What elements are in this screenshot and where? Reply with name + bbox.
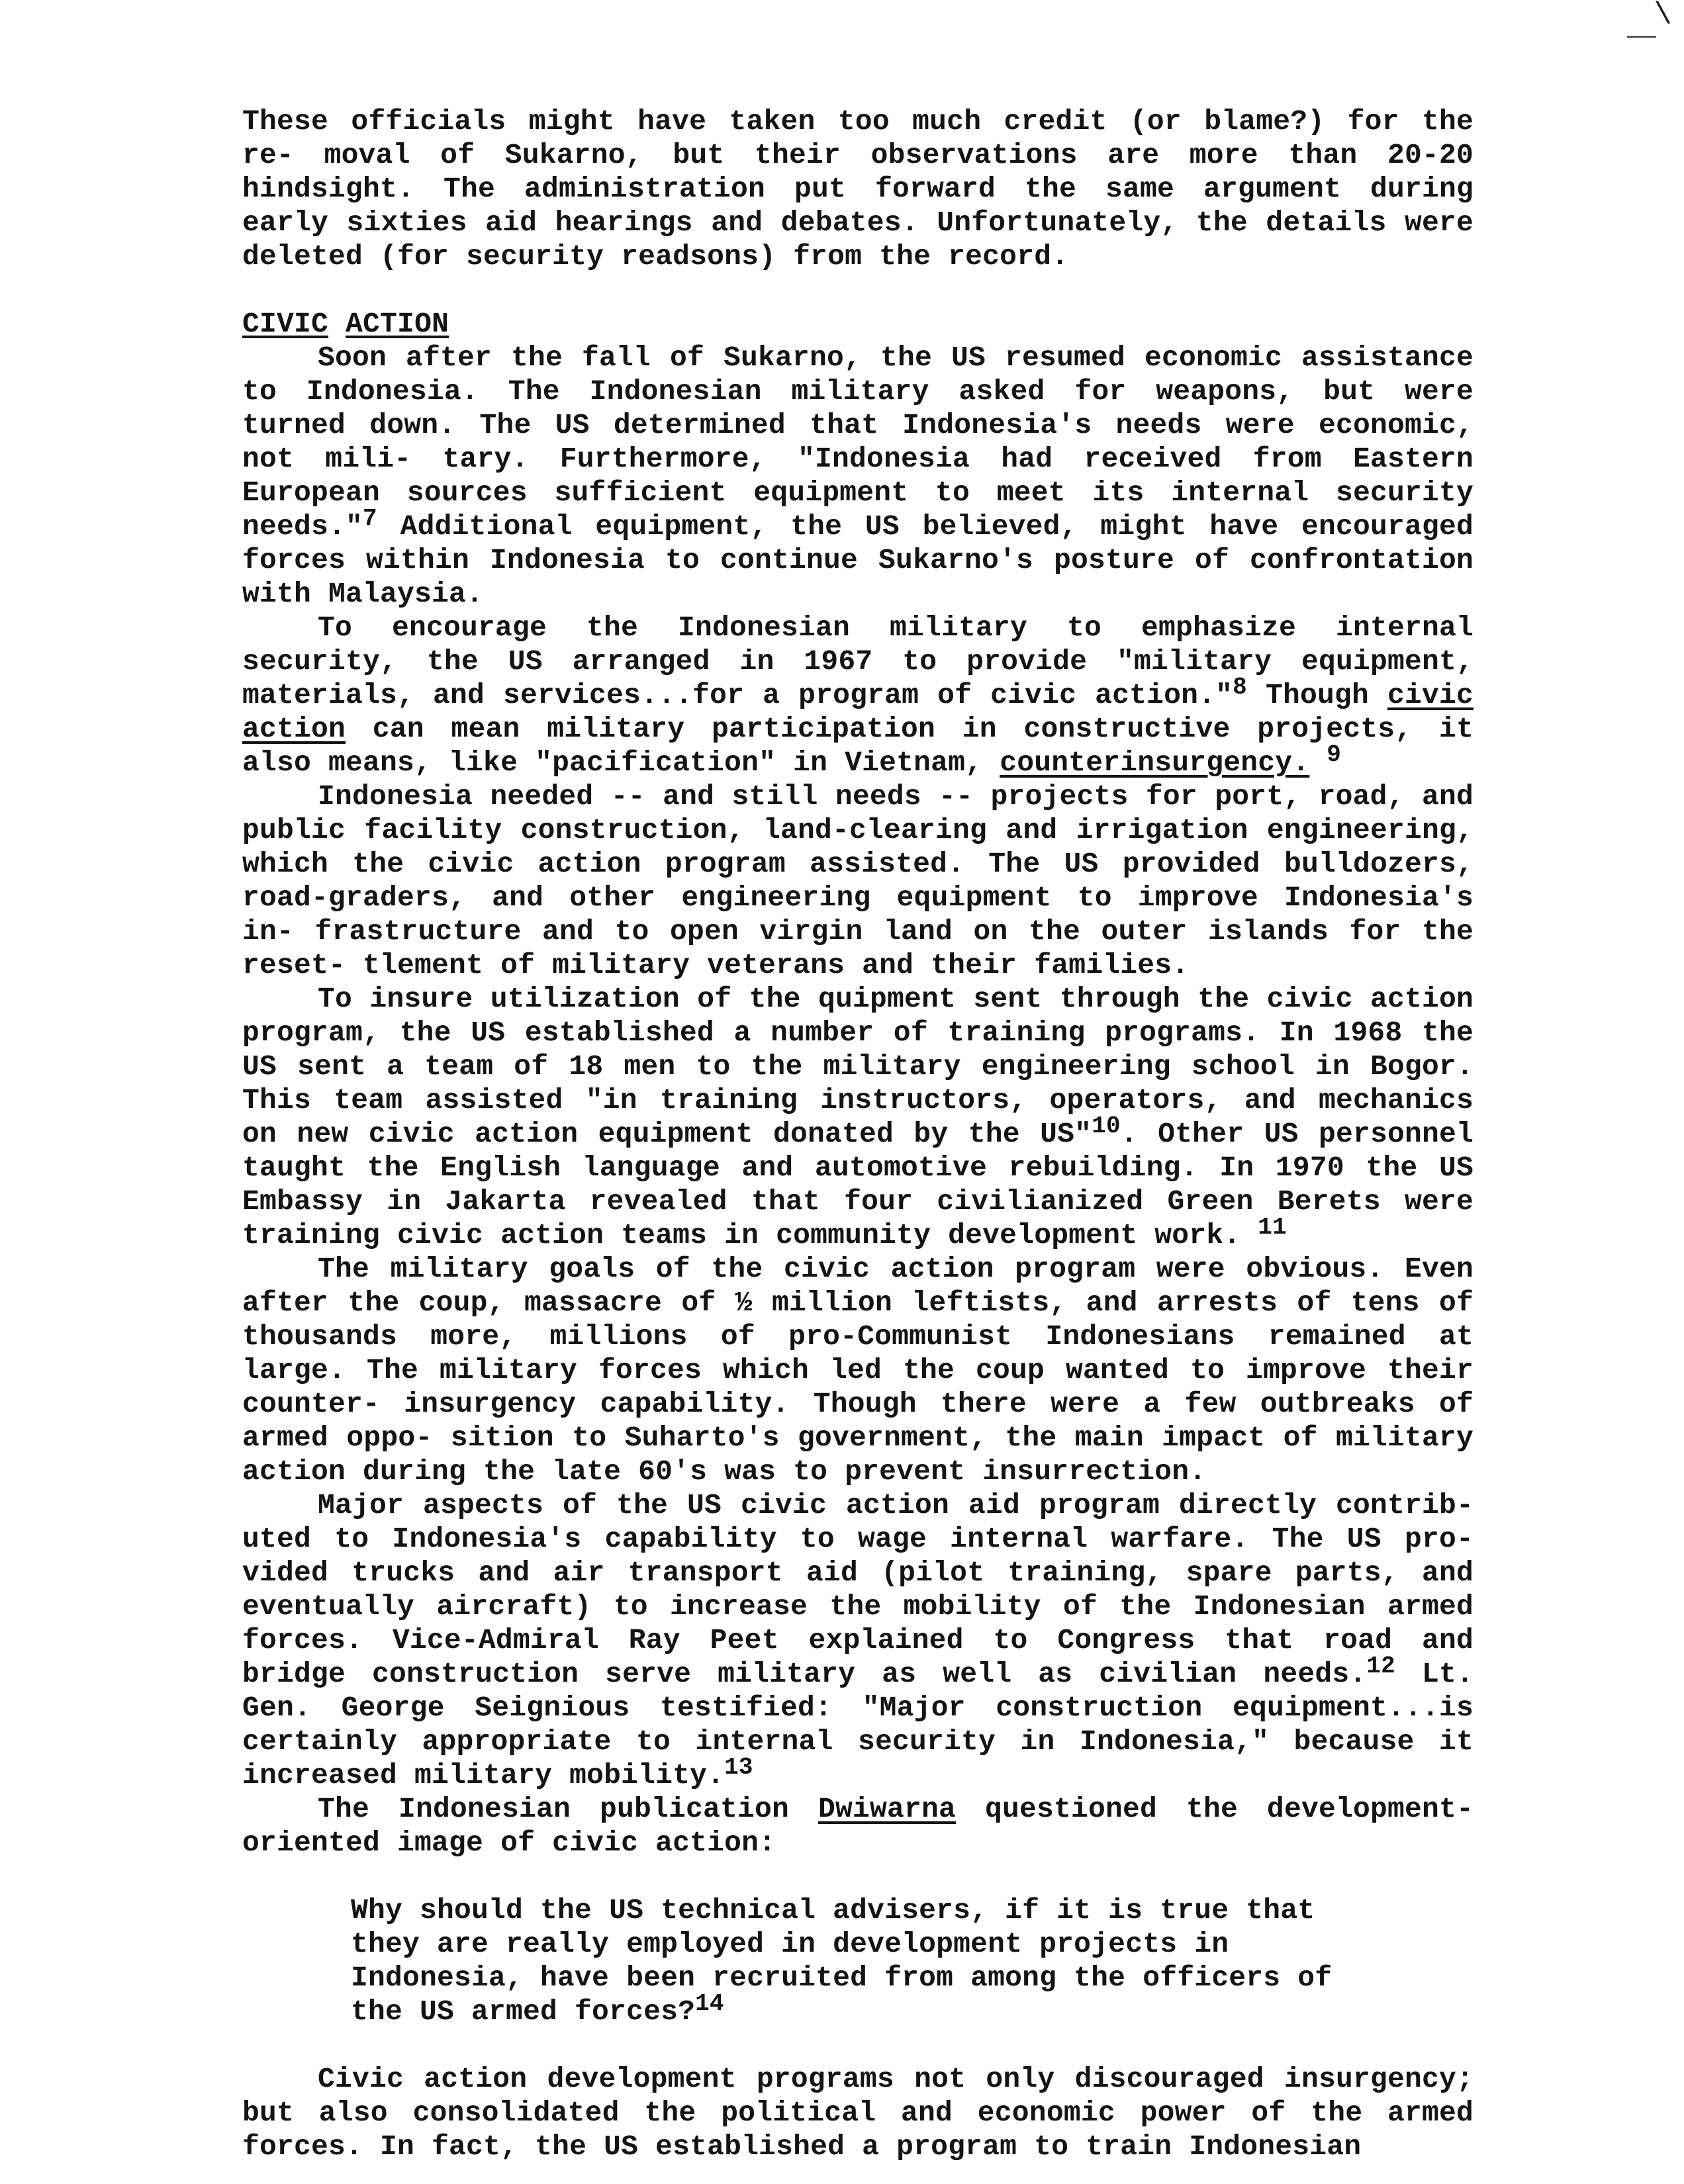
paragraph-6-text-a: Major aspects of the US civic action aid program directly contrib- uted to Indonesia's capability to wage internal warfare. The US pro- vided trucks and air transport aid (pilot training, spare parts, and eventually aircraft) to increase the mobility of the Indonesian armed forces. Vice-Admiral Ray Peet explained to Congress that road and bridge construction serve military as well as civilian needs. (242, 1489, 1474, 1690)
footnote-ref-8: 8 (1233, 674, 1247, 701)
footnote-ref-14: 14 (695, 1990, 724, 2017)
block-quote (351, 1893, 1370, 2028)
paragraph-7-text-a: The Indonesian publication (318, 1793, 818, 1825)
paragraph-2-text-c: can mean military participation in constructive projects, it also means, like "pacification" in Vietnam, (242, 713, 1474, 779)
paragraph-1 (242, 341, 1474, 611)
section-heading (242, 307, 1474, 341)
paragraph-4-text-a: To insure utilization of the quipment sent through the civic action program, the US established a number of training programs. In 1968 the US sent a team of 18 men to the military engineering school in Bogor. This team assisted "in training instructors, operators, and mechanics on new civic action equipment donated by the US" (242, 983, 1474, 1150)
paragraph-6-text-b: Lt. Gen. George Seignious testified: "Major construction equipment...is certainly appropriate to internal security in Indonesia," because it increased military mobility. (242, 1658, 1474, 1792)
paragraph-1-text-a: Soon after the fall of Sukarno, the US resumed economic assistance to Indonesia. The Indonesian military asked for weapons, but were turned down. The US determined that Indonesia's needs were economic, not mili- tary. Furthermore, "Indonesia had received from Eastern European sources sufficient equipment to meet its internal security needs." (242, 341, 1474, 543)
paragraph-4-text-b: . Other US personnel taught the English language and automotive rebuilding. In 1970 the US Embassy in Jakarta revealed that four civilianized Green Berets were training civic action teams in community development work. (242, 1118, 1474, 1251)
footnote-ref-7: 7 (363, 505, 377, 532)
footnote-ref-11: 11 (1258, 1214, 1287, 1241)
corner-dash (1627, 36, 1656, 38)
paragraph-4 (242, 982, 1474, 1252)
paragraph-3: Indonesia needed -- and still needs -- projects for port, road, and public facility construction, land-clearing and irrigation engineering, which the civic action program assisted. The US provided bulldozers, road-graders, and other engineering equipment to improve Indonesia's in- frastructure and to open virgin land on the outer islands for the reset- tlement of military veterans and their families. (242, 780, 1474, 981)
paragraph-2-text-a: To encourage the Indonesian military to emphasize internal security, the US arranged in 1967 to provide "military equipment, materials, and services...for a program of civic action." (242, 612, 1474, 711)
footnote-ref-13: 13 (724, 1754, 753, 1781)
footnote-ref-12: 12 (1366, 1653, 1395, 1680)
paragraph-intro: These officials might have taken too much credit (or blame?) for the re- moval of Sukarno, but their observations are more than 20-20 hindsight. The administration put forward the same argument during early sixties aid hearings and debates. Unfortunately, the details were deleted (for security readsons) from the record. (242, 105, 1474, 273)
term-counterinsurgency: counterinsurgency. (1000, 747, 1310, 779)
paragraph-7-text-b: questioned the development- oriented image of civic action: (242, 1793, 1474, 1859)
paragraph-2-text-b: Though (1246, 679, 1387, 711)
block-quote-text: Why should the US technical advisers, if it is true that they are really employed in development projects in Indonesia, have been recruited from among the officers of the US armed forces? (351, 1894, 1333, 2028)
paragraph-5: The military goals of the civic action program were obvious. Even after the coup, massacre of ½ million leftists, and arrests of tens of thousands more, millions of pro-Communist Indonesians remained at large. The military forces which led the coup wanted to improve their counter- insurgency capability. Though there were a few outbreaks of armed oppo- sition to Suharto's government, the main impact of military action during the late 60's was to prevent insurrection. (242, 1253, 1474, 1488)
term-civic-action: civic action (242, 679, 1474, 745)
heading-word-civic: CIVIC (242, 308, 329, 340)
paragraph-2 (242, 611, 1474, 780)
body-text (242, 105, 1474, 2163)
footnote-ref-9: 9 (1327, 741, 1342, 768)
paragraph-1-text-b: Additional equipment, the US believed, might have encouraged forces within Indonesia to continue Sukarno's posture of confrontation with Malaysia. (242, 510, 1474, 610)
paragraph-6 (242, 1488, 1474, 1792)
publication-title: Dwiwarna (818, 1793, 957, 1825)
heading-word-action: ACTION (346, 308, 449, 340)
corner-mark: \ (1654, 0, 1672, 32)
paragraph-7 (242, 1792, 1474, 1860)
footnote-ref-10: 10 (1092, 1113, 1121, 1140)
paragraph-8: Civic action development programs not only discouraged insurgency; but also consolidated the political and economic power of the armed forces. In fact, the US established a program to train Indonesian (242, 2063, 1474, 2163)
